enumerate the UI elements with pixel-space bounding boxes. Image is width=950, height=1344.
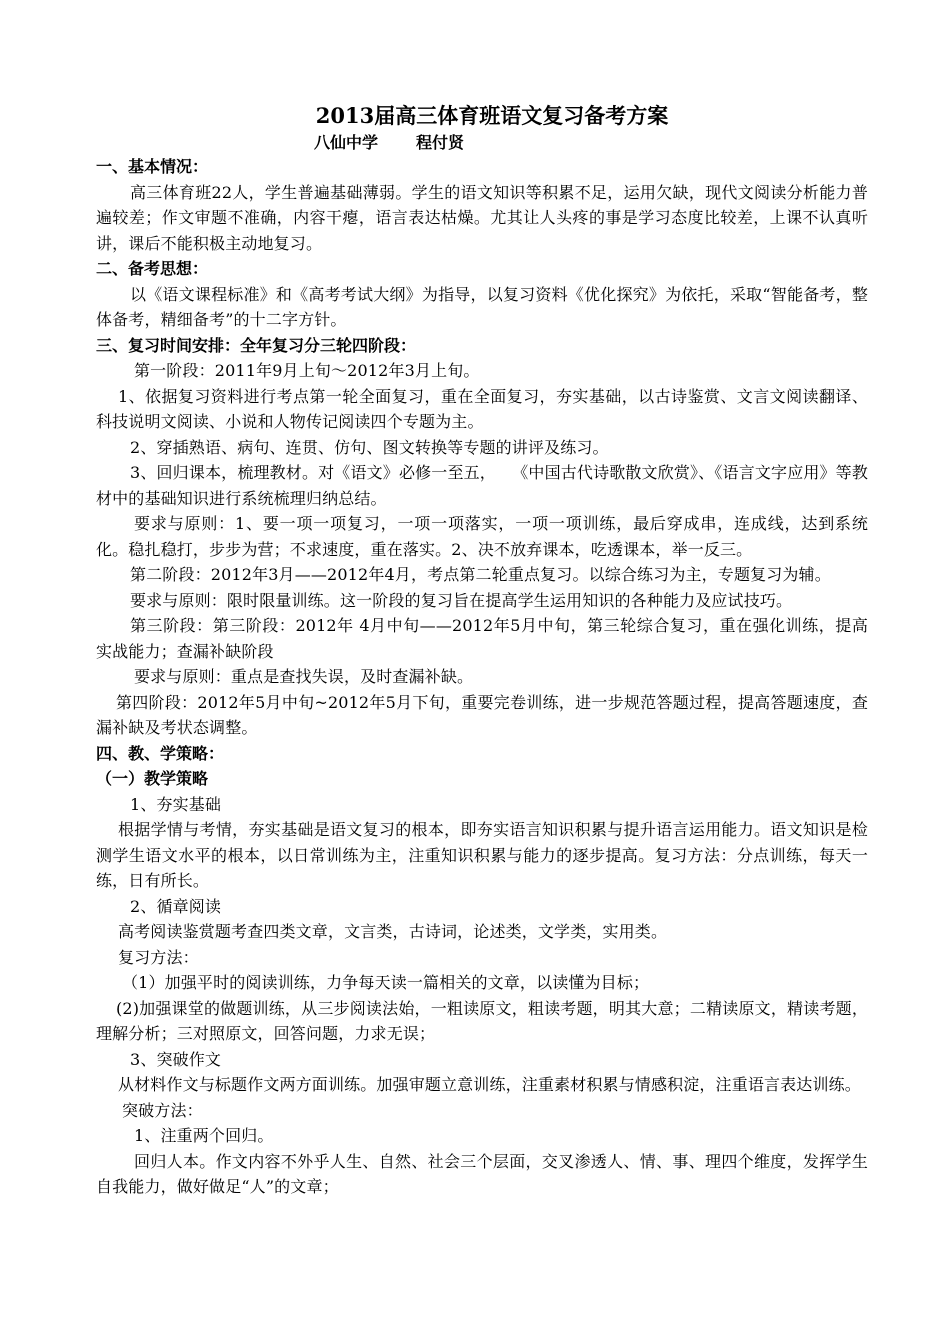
author-line [96,132,868,154]
paragraph-stage-1: 第一阶段：2011年9月上旬～2012年3月上旬。 [134,361,480,380]
paragraph-point-1: 1、夯实基础 [130,794,222,814]
paragraph-point-3: 3、突破作文 [130,1049,222,1069]
paragraph-item-3: 3、回归课本，梳理教材。对《语文》必修一至五， 《中国古代诗歌散文欣赏》、《语言文字应用》等教材中的基础知识进行系统梳理归纳总结。 [96,463,868,508]
paragraph-requirements-3: 要求与原则：重点是查找失误，及时查漏补缺。 [134,667,474,686]
section-heading-strategy: 四、教、学策略： [96,743,225,763]
section-heading-schedule: 三、复习时间安排：全年复习分三轮四阶段： [96,335,417,355]
paragraph-requirements-1: 要求与原则：1、要一项一项复习，一项一项落实，一项一项训练，最后穿成串，连成线，达到系统化。稳扎稳打，步步为营；不求速度，重在落实。2、决不放弃课本，吃透课本，举一反三。 [96,514,868,559]
school-name: 八仙中学 [314,133,379,152]
paragraph-requirements-2: 要求与原则：限时限量训练。这一阶段的复习旨在提高学生运用知识的各种能力及应试技巧。 [130,590,793,610]
paragraph-breakthrough-label: 突破方法： [122,1100,203,1120]
paragraph: 从材料作文与标题作文两方面训练。加强审题立意训练，注重素材积累与情感积淀，注重语言表达训练。 [118,1075,861,1094]
paragraph-point-2: 2、循章阅读 [130,896,222,916]
paragraph: 高考阅读鉴赏题考查四类文章，文言类，古诗词，论述类，文学类，实用类。 [118,922,668,941]
document-page [96,100,868,1200]
paragraph-method-label: 复习方法： [118,947,199,967]
paragraph: 根据学情与考情，夯实基础是语文复习的根本，即夯实语言知识积累与提升语言运用能力。语文知识是检测学生语文水平的根本，以日常训练为主，注重知识积累与能力的逐步提高。复习方法：分点训练，每天一练，日有所长。 [96,820,868,890]
section-heading-exam-thinking: 二、备考思想： [96,259,209,278]
subsection-heading-teaching-strategy: （一）教学策略 [96,769,209,788]
section-heading-basic-situation: 一、基本情况： [96,157,209,176]
paragraph-method-1: （1）加强平时的阅读训练，力争每天读一篇相关的文章，以读懂为目标； [122,973,650,992]
paragraph-breakthrough-2: 回归人本。作文内容不外乎人生、自然、社会三个层面，交叉渗透人、情、事、理四个维度，发挥学生自我能力，做好做足“人”的文章； [96,1151,868,1196]
paragraph-method-2: (2)加强课堂的做题训练，从三步阅读法始，一粗读原文，粗读考题，明其大意；二精读原文，精读考题，理解分析；三对照原文，回答问题，力求无误； [96,998,868,1043]
paragraph-stage-2: 第二阶段：2012年3月——2012年4月，考点第二轮重点复习。以综合练习为主，专题复习为辅。 [130,565,831,584]
paragraph-item-1: 1、依据复习资料进行考点第一轮全面复习，重在全面复习，夯实基础，以古诗鉴赏、文言文阅读翻译、科技说明文阅读、小说和人物传记阅读四个专题为主。 [96,386,868,431]
paragraph-stage-3: 第三阶段：第三阶段：2012年 4月中旬——2012年5月中旬，第三轮综合复习，重在强化训练，提高实战能力；查漏补缺阶段 [96,616,868,661]
paragraph: 高三体育班22人，学生普遍基础薄弱。学生的语文知识等积累不足，运用欠缺，现代文阅读分析能力普遍较差；作文审题不准确，内容干瘪，语言表达枯燥。尤其让人头疼的事是学习态度比较差，上课不认真听讲，课后不能积极主动地复习。 [96,182,868,253]
paragraph: 以《语文课程标准》和《高考考试大纲》为指导，以复习资料《优化探究》为依托，采取“智能备考，整体备考，精细备考”的十二字方针。 [96,284,868,329]
author-name: 程付贤 [416,133,465,152]
paragraph-item-2: 2、穿插熟语、病句、连贯、仿句、图文转换等专题的讲评及练习。 [130,437,609,457]
paragraph-breakthrough-1: 1、注重两个回归。 [134,1126,274,1145]
document-title: 2013届高三体育班语文复习备考方案 [315,103,669,128]
paragraph-stage-4: 第四阶段：2012年5月中旬~2012年5月下旬，重要完卷训练，进一步规范答题过程，提高答题速度，查漏补缺及考状态调整。 [96,692,868,737]
